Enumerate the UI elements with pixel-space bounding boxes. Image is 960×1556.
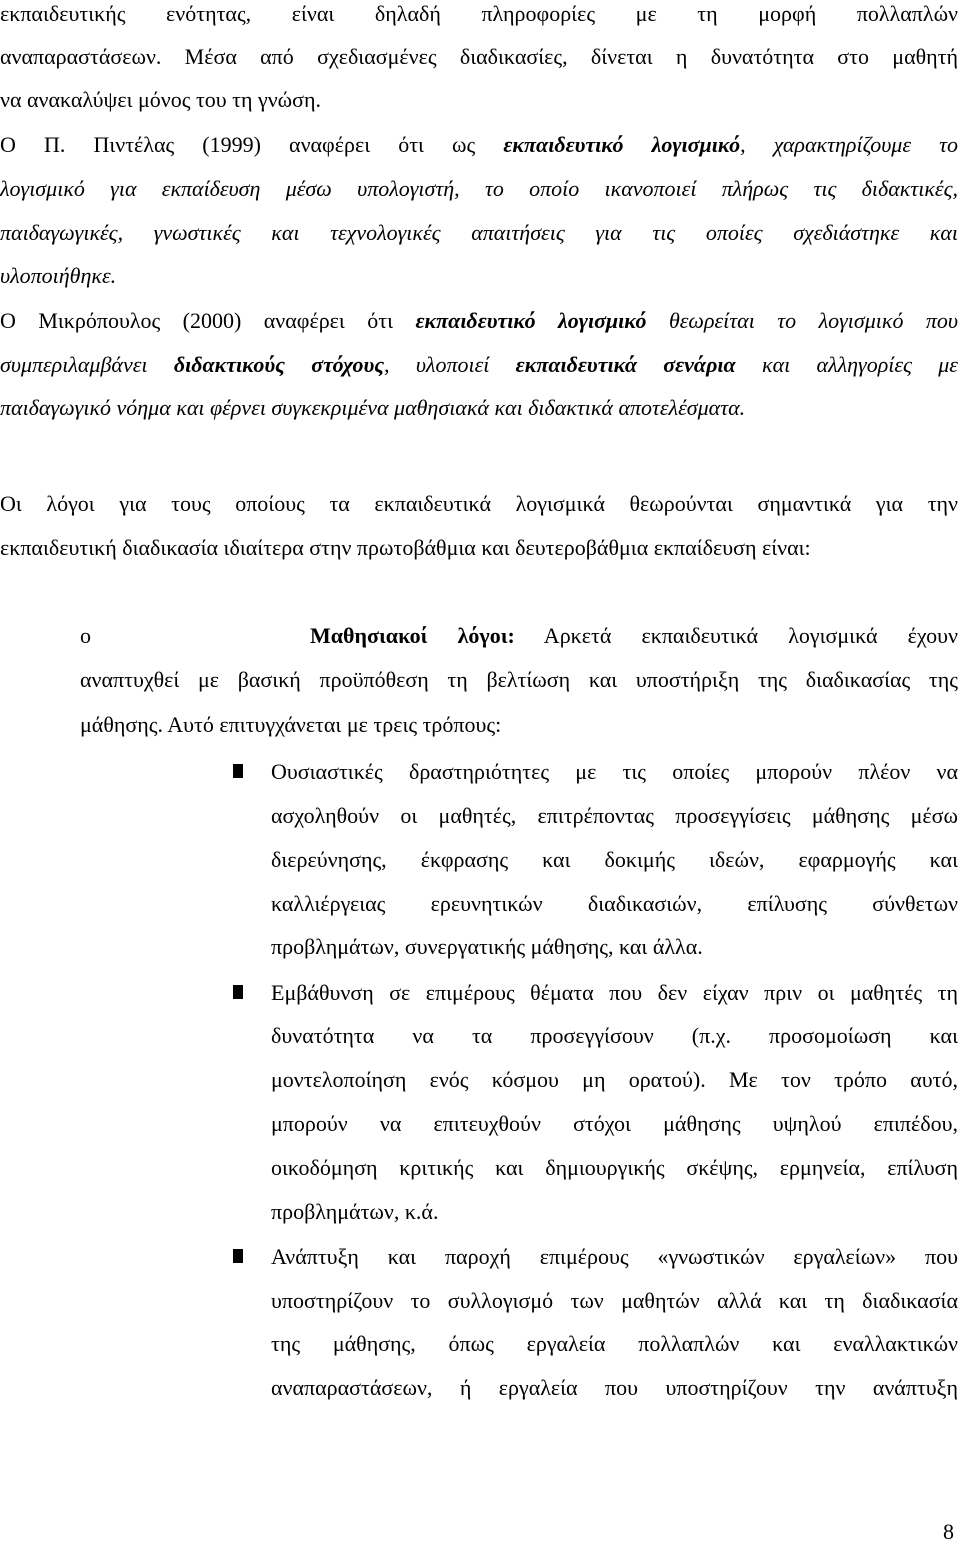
subitem-line: δυνατότητα να τα προσεγγίσουν (π.χ. προσομοίωση και	[271, 1023, 958, 1048]
subitem-line: διερεύνησης, έκφρασης και δοκιμής ιδεών, εφαρμογής και	[271, 847, 958, 872]
text-run: , χαρακτηρίζουμε το	[740, 132, 958, 157]
defined-term: εκπαιδευτικό λογισμικό	[415, 308, 647, 333]
subitem-line: της μάθησης, όπως εργαλεία πολλαπλών και εναλλακτικών	[271, 1331, 958, 1356]
text-run: Αρκετά εκπαιδευτικά λογισμικά έχουν	[514, 623, 958, 648]
subitem-line: καλλιέργειας ερευνητικών διαδικασιών, επίλυσης σύνθετων	[271, 891, 958, 916]
subitem-line: Εμβάθυνση σε επιμέρους θέματα που δεν είχαν πριν οι μαθητές τη	[271, 980, 958, 1005]
defined-term: εκπαιδευτικά σενάρια	[515, 352, 736, 377]
text-run: και αλληγορίες με	[735, 352, 958, 377]
subitem-line: προβλημάτων, συνεργατικής μάθησης, και άλλα.	[271, 934, 703, 959]
square-bullet-icon	[233, 985, 243, 999]
subitem-line: υποστηρίζουν το συλλογισμό των μαθητών αλλά και τη διαδικασία	[271, 1288, 958, 1313]
subitem-line: οικοδόμηση κριτικής και δημιουργικής σκέψης, ερμηνεία, επίλυση	[271, 1155, 958, 1180]
paragraph-line: παιδαγωγικό νόημα και φέρνει συγκεκριμένα μαθησιακά και διδακτικά αποτελέσματα.	[0, 395, 746, 420]
list-item-line	[310, 622, 958, 650]
square-bullet-icon	[233, 1249, 243, 1263]
paragraph-line: Οι λόγοι για τους οποίους τα εκπαιδευτικά λογισμικά θεωρούνται σημαντικά για την	[0, 491, 958, 516]
subitem-line: προβλημάτων, κ.ά.	[271, 1199, 439, 1224]
paragraph-line	[0, 351, 958, 379]
paragraph-line: εκπαιδευτικής ενότητας, είναι δηλαδή πληροφορίες με τη μορφή πολλαπλών	[0, 1, 958, 26]
paragraph-line: να ανακαλύψει μόνος του τη γνώση.	[0, 87, 322, 112]
paragraph-line	[0, 131, 958, 159]
text-run: συμπεριλαμβάνει	[0, 352, 174, 377]
paragraph-line: λογισμικό για εκπαίδευση μέσω υπολογιστή, το οποίο ικανοποιεί πλήρως τις διδακτικές,	[0, 176, 958, 201]
list-item-line: μάθησης. Αυτό επιτυγχάνεται με τρεις τρόπους:	[80, 712, 502, 737]
defined-term: διδακτικούς στόχους	[173, 352, 385, 377]
subitem-line: Ανάπτυξη και παροχή επιμέρους «γνωστικών εργαλείων» που	[271, 1244, 958, 1269]
paragraph-line: παιδαγωγικές, γνωστικές και τεχνολογικές απαιτήσεις για τις οποίες σχεδιάστηκε και	[0, 220, 958, 245]
text-run-italic: θεωρείται το λογισμικό που	[646, 308, 958, 333]
subitem-line: αναπαραστάσεων, ή εργαλεία που υποστηρίζουν την ανάπτυξη	[271, 1375, 958, 1400]
text-run: Ο Π. Πιντέλας (1999) αναφέρει ότι ως	[0, 132, 504, 157]
page-number: 8	[943, 1519, 954, 1544]
paragraph-line: αναπαραστάσεων. Μέσα από σχεδιασμένες διαδικασίες, δίνεται η δυνατότητα στο μαθητή	[0, 44, 958, 69]
text-run: , υλοποιεί	[384, 352, 516, 377]
paragraph-line: εκπαιδευτική διαδικασία ιδιαίτερα στην πρωτοβάθμια και δευτεροβάθμια εκπαίδευση είναι:	[0, 535, 811, 560]
subitem-line: μοντελοποίηση ενός κόσμου μη ορατού). Με τον τρόπο αυτό,	[271, 1067, 958, 1092]
list-item-line: αναπτυχθεί με βασική προϋπόθεση τη βελτίωση και υποστήριξη της διαδικασίας της	[80, 667, 958, 692]
paragraph-line: υλοποιήθηκε.	[0, 263, 117, 288]
subitem-line: Ουσιαστικές δραστηριότητες με τις οποίες μπορούν πλέον να	[271, 759, 958, 784]
subitem-line: μπορούν να επιτευχθούν στόχοι μάθησης υψηλού επιπέδου,	[271, 1111, 958, 1136]
text-run-italic	[503, 132, 958, 157]
paragraph-line	[0, 307, 958, 335]
text-run: Ο Μικρόπουλος (2000) αναφέρει ότι	[0, 308, 416, 333]
subitem-line: ασχοληθούν οι μαθητές, επιτρέποντας προσεγγίσεις μάθησης μέσω	[271, 803, 958, 828]
list-item-heading: Μαθησιακοί λόγοι:	[310, 623, 515, 648]
defined-term: εκπαιδευτικό λογισμικό	[503, 132, 741, 157]
circle-bullet: o	[80, 623, 91, 648]
square-bullet-icon	[233, 764, 243, 778]
